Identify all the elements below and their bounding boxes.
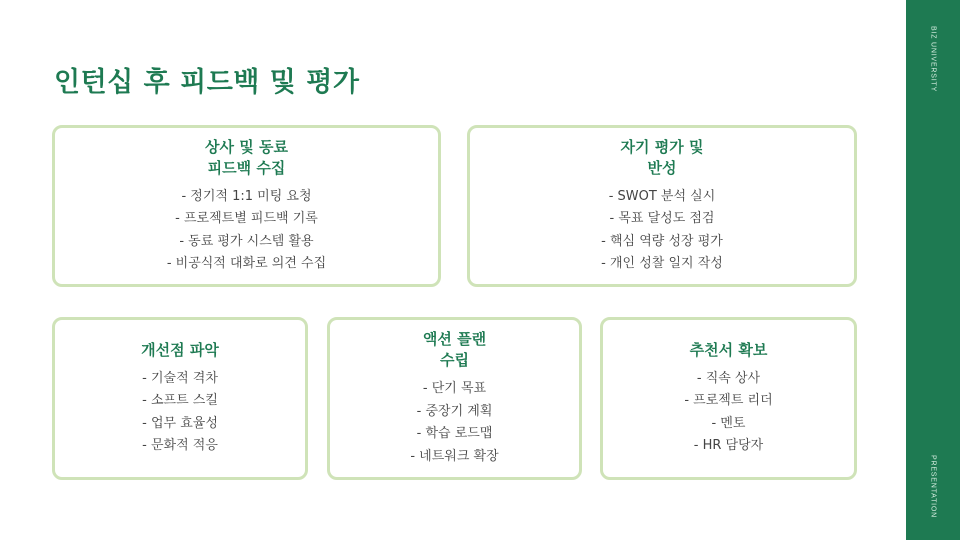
list-item: - SWOT 분석 실시 — [608, 188, 716, 204]
list-item: - 네트워크 확장 — [410, 448, 499, 464]
list-item: - 정기적 1:1 미팅 요청 — [181, 188, 312, 204]
list-item: - 중장기 계획 — [416, 403, 493, 419]
card-action-plan — [327, 317, 582, 480]
list-item: - 기술적 격차 — [142, 370, 218, 386]
list-item: - 비공식적 대화로 의견 수집 — [166, 256, 327, 271]
card-recommendation — [600, 317, 857, 480]
card-item-list — [410, 378, 498, 468]
list-item: - 멘토 — [711, 415, 746, 431]
list-item: - 동료 평가 시스템 활용 — [179, 233, 314, 249]
list-item: - 학습 로드맵 — [416, 426, 493, 441]
list-item: - 직속 상사 — [696, 370, 761, 386]
card-self-evaluation — [467, 125, 857, 287]
list-item: - 프로젝트 리더 — [684, 393, 773, 408]
card-title: 상사 및 동료 피드백 수집 — [205, 137, 288, 177]
brand-label: BIZ UNIVERSITY — [929, 26, 937, 93]
card-title: 추천서 확보 — [689, 340, 768, 359]
list-item: - 문화적 적응 — [142, 438, 218, 453]
list-item: - 개인 성찰 일지 작성 — [601, 256, 723, 271]
card-item-list — [684, 368, 772, 458]
card-item-list — [601, 186, 723, 276]
card-improvement-points — [52, 317, 308, 480]
list-item: - 핵심 역량 성장 평가 — [601, 233, 723, 249]
list-item: - 목표 달성도 점검 — [609, 211, 715, 226]
card-title: 액션 플랜 수립 — [422, 330, 487, 369]
card-item-list — [167, 186, 326, 276]
card-feedback-collection — [52, 125, 441, 287]
list-item: - 소프트 스킬 — [142, 393, 218, 408]
list-item: - 단기 목표 — [422, 381, 487, 396]
sidebar-panel — [906, 0, 960, 540]
presentation-label: PRESENTATION — [929, 455, 937, 519]
slide-title: 인턴십 후 피드백 및 평가 — [54, 67, 360, 98]
card-title: 자기 평가 및 반성 — [620, 137, 704, 177]
list-item: - HR 담당자 — [693, 438, 764, 453]
card-item-list — [142, 368, 218, 458]
list-item: - 업무 효율성 — [142, 415, 218, 431]
list-item: - 프로젝트별 피드백 기록 — [175, 211, 318, 226]
card-title: 개선점 파악 — [141, 340, 219, 359]
